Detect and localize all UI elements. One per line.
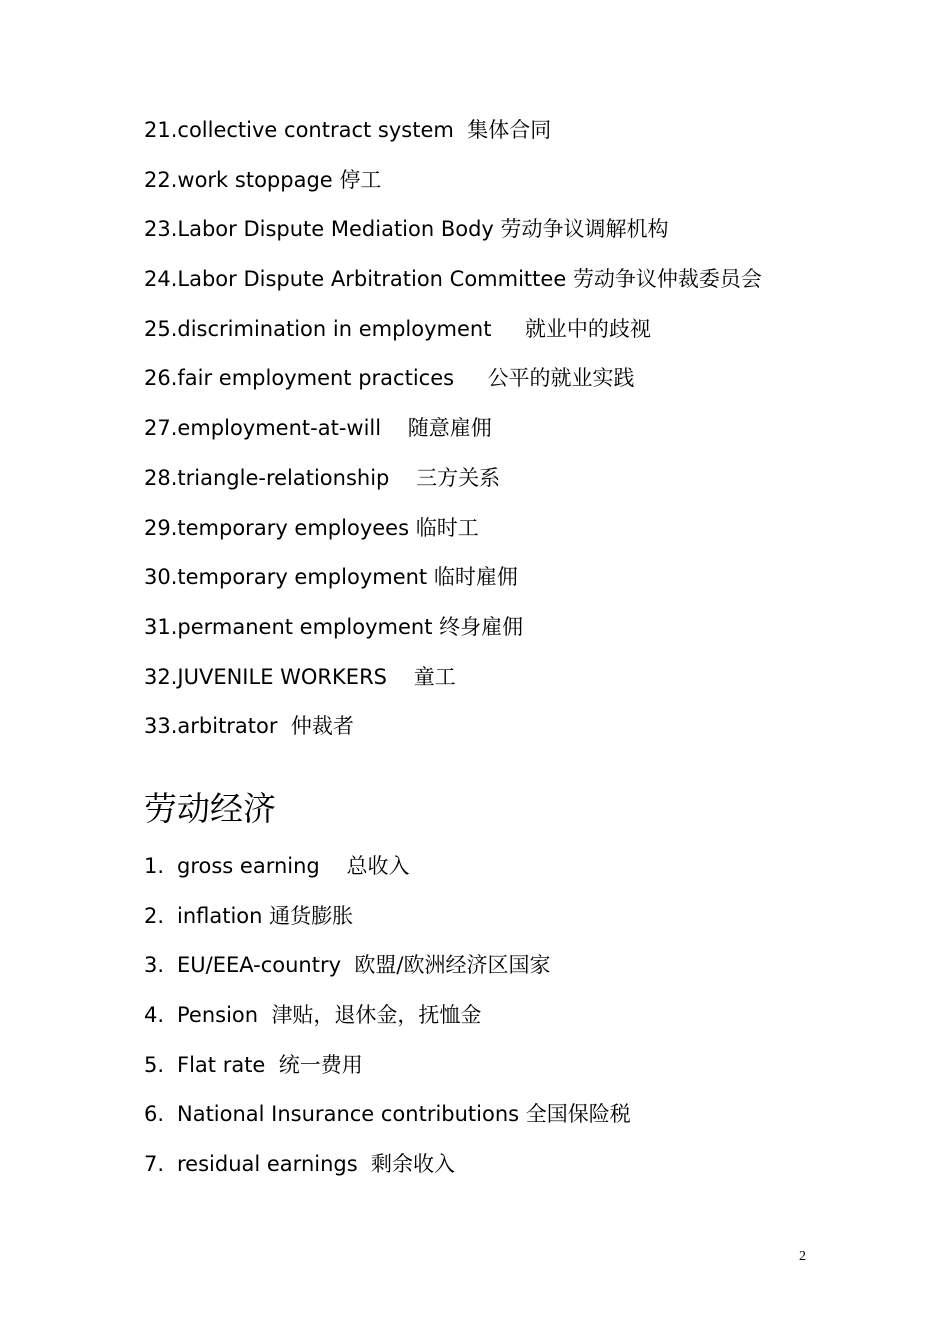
list-item: [144, 412, 762, 462]
term-chinese: 临时雇佣: [433, 565, 518, 590]
term-chinese: 公平的就业实践: [487, 366, 635, 391]
list-item: [144, 900, 631, 950]
page-number: 2: [799, 1249, 806, 1264]
term-english: 26.fair employment practices: [144, 366, 455, 391]
term-english: inflation: [177, 903, 263, 928]
term-chinese: 欧盟/欧洲经济区国家: [354, 953, 551, 978]
list-item: [144, 263, 762, 313]
term-english: residual earnings: [177, 1152, 358, 1177]
term-chinese: 通货膨胀: [269, 903, 354, 928]
list-item: [144, 512, 762, 562]
term-chinese: 随意雇佣: [407, 416, 492, 441]
list-item: [144, 313, 762, 363]
term-english: 28.triangle-relationship: [144, 465, 390, 490]
list-item: [144, 1098, 631, 1148]
term-chinese: 总收入: [346, 854, 410, 878]
item-number: 4.: [144, 1003, 165, 1028]
term-english: 31.permanent employment: [144, 614, 433, 639]
term-chinese: 统一费用: [278, 1052, 363, 1077]
term-english: Pension: [177, 1003, 259, 1028]
list-item: [144, 611, 762, 661]
list-item: [144, 362, 762, 412]
list-item: [144, 114, 762, 164]
item-number: 3.: [144, 953, 165, 978]
term-english: 27.employment-at-will: [144, 416, 382, 441]
list-item: [144, 1148, 631, 1198]
terms-list-labor-economics: [144, 850, 631, 1198]
term-chinese: 劳动争议仲裁委员会: [572, 267, 762, 292]
term-chinese: 剩余收入: [371, 1152, 456, 1177]
list-item: [144, 561, 762, 611]
item-number: 5.: [144, 1052, 165, 1077]
term-chinese: 就业中的歧视: [524, 316, 651, 341]
term-chinese: 终身雇佣: [439, 614, 524, 639]
term-chinese: 全国保险税: [525, 1102, 631, 1127]
term-english: 32.JUVENILE WORKERS: [144, 664, 387, 689]
term-english: EU/EEA-country: [177, 953, 342, 978]
item-number: 2.: [144, 903, 165, 928]
list-item: [144, 213, 762, 263]
term-chinese: 劳动争议调解机构: [500, 217, 669, 242]
item-number: 6.: [144, 1102, 165, 1127]
list-item: [144, 462, 762, 512]
list-item: [144, 661, 762, 711]
list-item: [144, 710, 762, 760]
term-english: 21.collective contract system: [144, 118, 454, 142]
list-item: [144, 1049, 631, 1099]
term-english: 25.discrimination in employment: [144, 316, 492, 341]
item-number: 7.: [144, 1152, 165, 1177]
list-item: [144, 999, 631, 1049]
list-item: [144, 164, 762, 214]
term-english: 30.temporary employment: [144, 565, 428, 590]
term-chinese: 童工: [413, 664, 456, 689]
term-english: 29.temporary employees: [144, 515, 410, 540]
section-heading-labor-economics: 劳动经济: [144, 789, 276, 828]
term-english: 33.arbitrator: [144, 714, 278, 739]
term-english: 22.work stoppage: [144, 167, 333, 192]
term-chinese: 仲裁者: [290, 714, 354, 739]
item-number: 1.: [144, 854, 165, 878]
term-chinese: 停工: [339, 167, 382, 192]
terms-list-labor-relations: [144, 114, 762, 760]
term-english: 24.Labor Dispute Arbitration Committee: [144, 267, 567, 292]
list-item: [144, 949, 631, 999]
term-english: Flat rate: [177, 1052, 266, 1077]
term-chinese: 集体合同: [467, 118, 552, 142]
term-chinese: 三方关系: [416, 465, 501, 490]
term-english: gross earning: [177, 854, 320, 878]
term-english: National Insurance contributions: [177, 1102, 520, 1127]
term-english: 23.Labor Dispute Mediation Body: [144, 217, 494, 242]
term-chinese: 临时工: [415, 515, 479, 540]
list-item: [144, 850, 631, 900]
term-chinese: 津贴，退休金，抚恤金: [271, 1003, 482, 1028]
